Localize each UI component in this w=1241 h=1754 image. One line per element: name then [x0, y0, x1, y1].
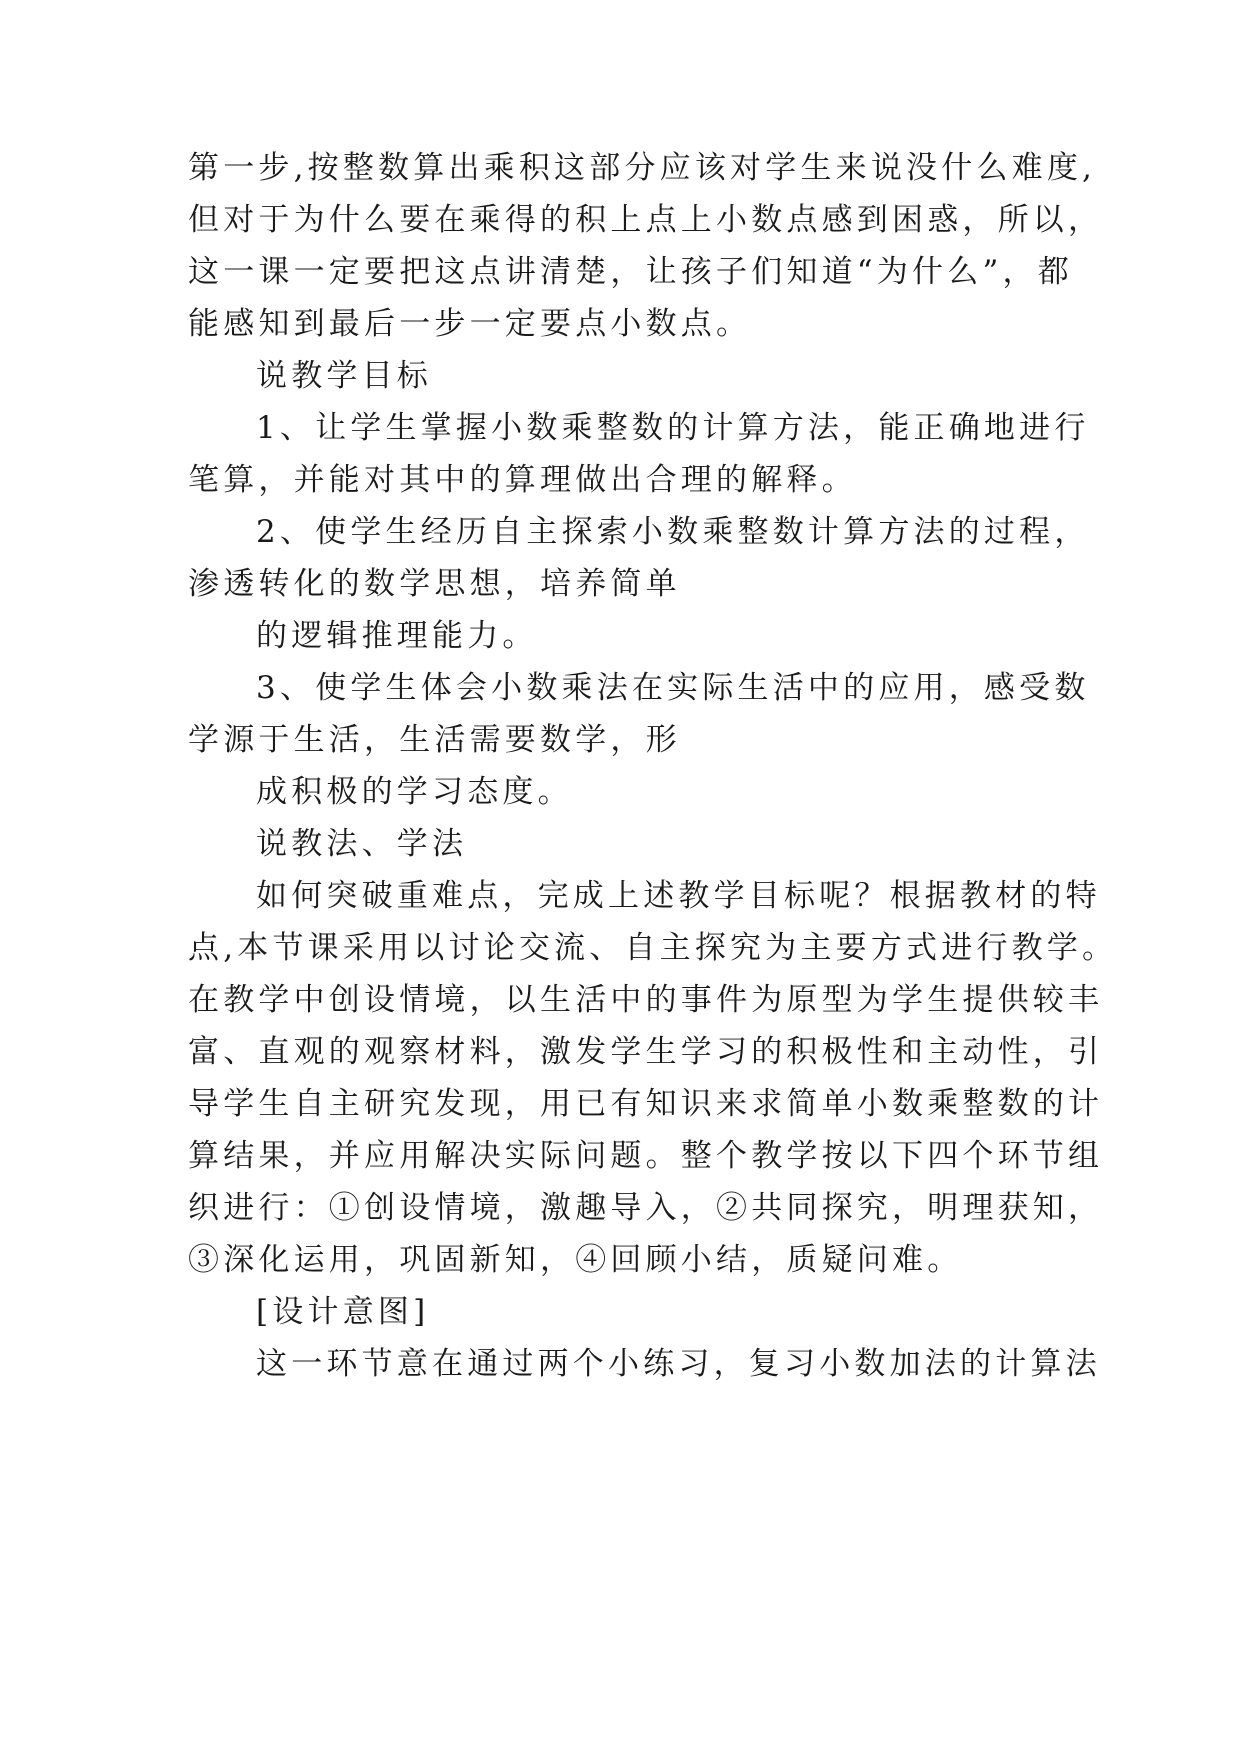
text-line: 这一课一定要把这点讲清楚，让孩子们知道“为什么”，都	[188, 254, 1073, 290]
text-line: 成积极的学习态度。	[256, 774, 573, 810]
text-line: 渗透转化的数学思想，培养简单	[188, 566, 681, 602]
text-line: 第一步,按整数算出乘积这部分应该对学生来说没什么难度,	[188, 150, 1097, 186]
text-line: 如何突破重难点，完成上述教学目标呢？根据教材的特	[256, 878, 1101, 914]
text-line: 能感知到最后一步一定要点小数点。	[188, 306, 752, 342]
text-line: 但对于为什么要在乘得的积上点上小数点感到困惑，所以，	[188, 202, 1104, 238]
section-heading: 说教法、学法	[256, 826, 468, 862]
text-line: 2、使学生经历自主探索小数乘整数计算方法的过程，	[256, 514, 1090, 550]
text-line: 的逻辑推理能力。	[256, 618, 538, 654]
text-line: ③深化运用，巩固新知，④回顾小结，质疑问难。	[188, 1242, 963, 1278]
text-line: 学源于生活，生活需要数学，形	[188, 722, 681, 758]
text-line: 导学生自主研究发现，用已有知识来求简单小数乘整数的计	[188, 1086, 1104, 1122]
text-line: 在教学中创设情境，以生活中的事件为原型为学生提供较丰	[188, 982, 1104, 1018]
text-line: 这一环节意在通过两个小练习，复习小数加法的计算法	[256, 1346, 1101, 1382]
section-heading: [设计意图]	[256, 1294, 430, 1330]
text-line: 算结果，并应用解决实际问题。整个教学按以下四个环节组	[188, 1138, 1104, 1174]
text-line: 3、使学生体会小数乘法在实际生活中的应用，感受数	[256, 670, 1090, 706]
text-line: 1、让学生掌握小数乘整数的计算方法，能正确地进行	[256, 410, 1090, 446]
text-line: 织进行：①创设情境，激趣导入，②共同探究，明理获知，	[188, 1190, 1104, 1226]
section-heading: 说教学目标	[256, 358, 432, 394]
text-line: 笔算，并能对其中的算理做出合理的解释。	[188, 462, 857, 498]
text-line: 富、直观的观察材料，激发学生学习的积极性和主动性，引	[188, 1034, 1104, 1070]
text-line: 点,本节课采用以讨论交流、自主探究为主要方式进行教学。	[188, 930, 1118, 966]
